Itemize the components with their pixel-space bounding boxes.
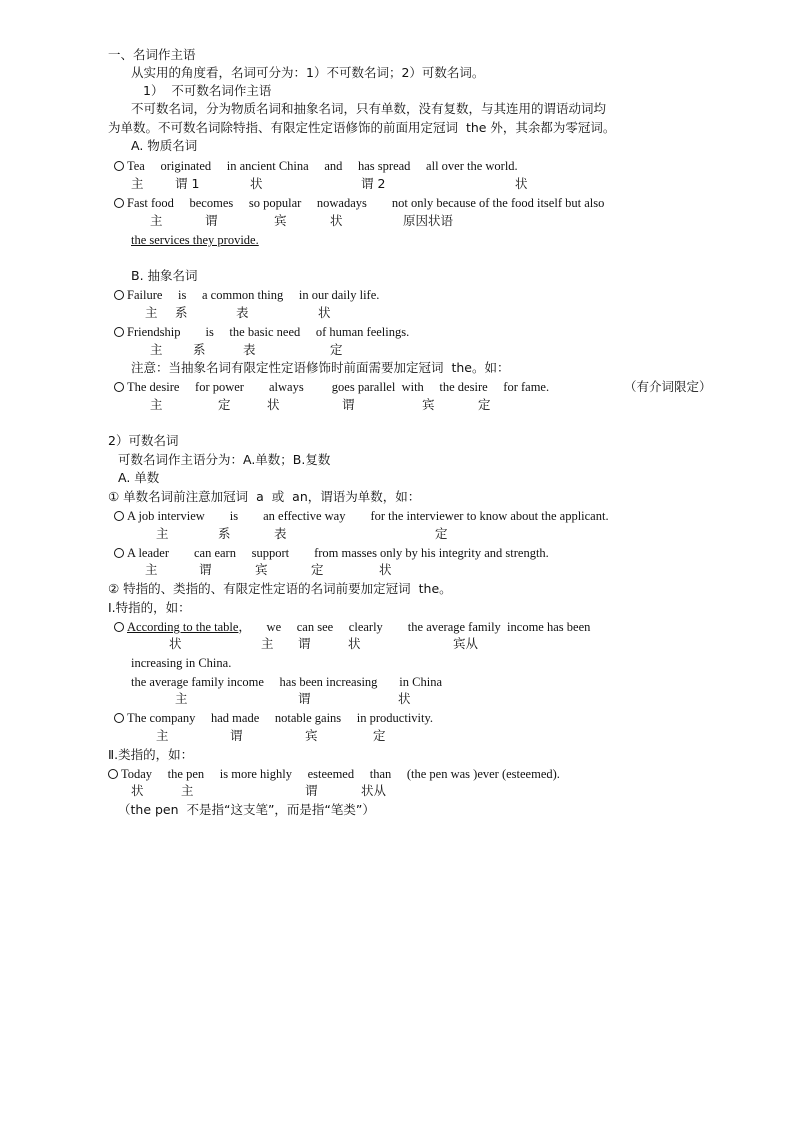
grammar-tag: 谓 [205, 213, 218, 228]
grammar-tag: 宾 [274, 213, 287, 228]
subcategory-heading: Ⅱ.类指的，如： [108, 747, 194, 762]
grammar-tag: 定 [435, 526, 448, 541]
example-sentence: Friendship is the basic need of human feelings. [114, 326, 409, 339]
category-heading: A. 单数 [118, 470, 160, 485]
subcategory-heading: Ⅰ.特指的，如： [108, 600, 191, 615]
intro-text: 从实用的角度看，名词可分为：1）不可数名词；2）可数名词。 [131, 65, 485, 80]
intro-text: 可数名词作主语分为：A.单数；B.复数 [118, 452, 331, 467]
example-phrase: the average family income has been increasing in China [131, 675, 443, 689]
grammar-tag: 主 [156, 526, 169, 541]
grammar-tag: 宾从 [453, 636, 479, 651]
description-line: 为单数。不可数名词除特指、有限定性定语修饰的前面用定冠词 the 外，其余都为零冠词。 [108, 120, 616, 135]
grammar-tag: 状从 [361, 783, 387, 798]
grammar-tag: 状 [379, 562, 392, 577]
grammar-tag: 状 [398, 691, 411, 706]
grammar-tag: 状 [348, 636, 361, 651]
grammar-tag: 主 [150, 397, 163, 412]
example-sentence: Fast food becomes so popular nowadays not only because of the food itself but also [114, 197, 604, 210]
circle-bullet-icon [114, 511, 124, 521]
grammar-tag: 谓 [298, 691, 311, 706]
sentence-continuation: increasing in China. [131, 656, 232, 670]
grammar-tag: 状 [318, 305, 331, 320]
grammar-tag: 主 [261, 636, 274, 651]
grammar-tag: 状 [131, 783, 144, 798]
note-text: 注意：当抽象名词有限定性定语修饰时前面需要加定冠词 the。如： [131, 360, 510, 375]
rule-text: ② 特指的、类指的、有限定性定语的名词前要加定冠词 the。 [108, 581, 452, 596]
grammar-tag: 定 [330, 342, 343, 357]
circle-bullet-icon [114, 713, 124, 723]
grammar-tag: 谓 [342, 397, 355, 412]
example-sentence: The desire for power always goes parallel with the desire for fame. [114, 381, 549, 394]
grammar-tag: 状 [250, 176, 263, 191]
grammar-tag: 谓 [298, 636, 311, 651]
grammar-tag: 表 [243, 342, 256, 357]
explanation-note: （the pen 不是指“这支笔”，而是指“笔类”） [118, 802, 375, 817]
subsection-title: 1） 不可数名词作主语 [143, 83, 272, 98]
grammar-tag: 表 [274, 526, 287, 541]
example-sentence: Today the pen is more highly esteemed than (the pen was )ever (esteemed). [108, 768, 560, 781]
circle-bullet-icon [114, 548, 124, 558]
circle-bullet-icon [114, 198, 124, 208]
grammar-tag: 主 [145, 305, 158, 320]
grammar-tag: 状 [169, 636, 182, 651]
grammar-tag: 主 [145, 562, 158, 577]
grammar-tag: 定 [478, 397, 491, 412]
example-sentence: Failure is a common thing in our daily life. [114, 289, 379, 302]
grammar-tag: 系 [193, 342, 206, 357]
example-sentence: A leader can earn support from masses only by his integrity and strength. [114, 547, 549, 560]
rule-text: ① 单数名词前注意加冠词 a 或 an，谓语为单数，如： [108, 489, 421, 504]
grammar-tag: 定 [311, 562, 324, 577]
example-sentence: A job interview is an effective way for the interviewer to know about the applicant. [114, 510, 609, 523]
circle-bullet-icon [108, 769, 118, 779]
sentence-continuation: the services they provide. [131, 233, 259, 247]
grammar-tag: 主 [150, 213, 163, 228]
grammar-tag: 主 [131, 176, 144, 191]
grammar-tag: 状 [330, 213, 343, 228]
description-line: 不可数名词，分为物质名词和抽象名词，只有单数，没有复数，与其连用的谓语动词均 [131, 101, 607, 116]
circle-bullet-icon [114, 161, 124, 171]
category-heading: B. 抽象名词 [131, 268, 198, 283]
grammar-tag: 主 [181, 783, 194, 798]
grammar-tag: 谓 2 [361, 176, 386, 191]
underlined-phrase: According to the table [127, 620, 239, 634]
circle-bullet-icon [114, 382, 124, 392]
category-heading: A. 物质名词 [131, 138, 198, 153]
circle-bullet-icon [114, 290, 124, 300]
grammar-tag: 定 [373, 728, 386, 743]
grammar-tag: 表 [236, 305, 249, 320]
grammar-tag: 宾 [422, 397, 435, 412]
grammar-tag: 系 [218, 526, 231, 541]
grammar-tag: 主 [156, 728, 169, 743]
section-title: 一、名词作主语 [108, 47, 196, 62]
circle-bullet-icon [114, 622, 124, 632]
grammar-tag: 谓 1 [175, 176, 200, 191]
grammar-tag: 系 [175, 305, 188, 320]
grammar-tag: 谓 [199, 562, 212, 577]
grammar-tag: 谓 [230, 728, 243, 743]
grammar-tag: 主 [175, 691, 188, 706]
example-sentence: Tea originated in ancient China and has spread all over the world. [114, 160, 518, 173]
grammar-tag: 宾 [305, 728, 318, 743]
circle-bullet-icon [114, 327, 124, 337]
grammar-tag: 主 [150, 342, 163, 357]
example-sentence: According to the table， we can see clearly the average family income has been [114, 621, 590, 634]
example-sentence: The company had made notable gains in productivity. [114, 712, 433, 725]
grammar-tag: 状 [515, 176, 528, 191]
grammar-tag: 状 [267, 397, 280, 412]
grammar-tag: 宾 [255, 562, 268, 577]
grammar-tag: 原因状语 [403, 213, 454, 228]
grammar-tag: 谓 [305, 783, 318, 798]
section-title: 2）可数名词 [108, 433, 179, 448]
grammar-tag: 定 [218, 397, 231, 412]
annotation-text: （有介词限定） [624, 379, 712, 394]
